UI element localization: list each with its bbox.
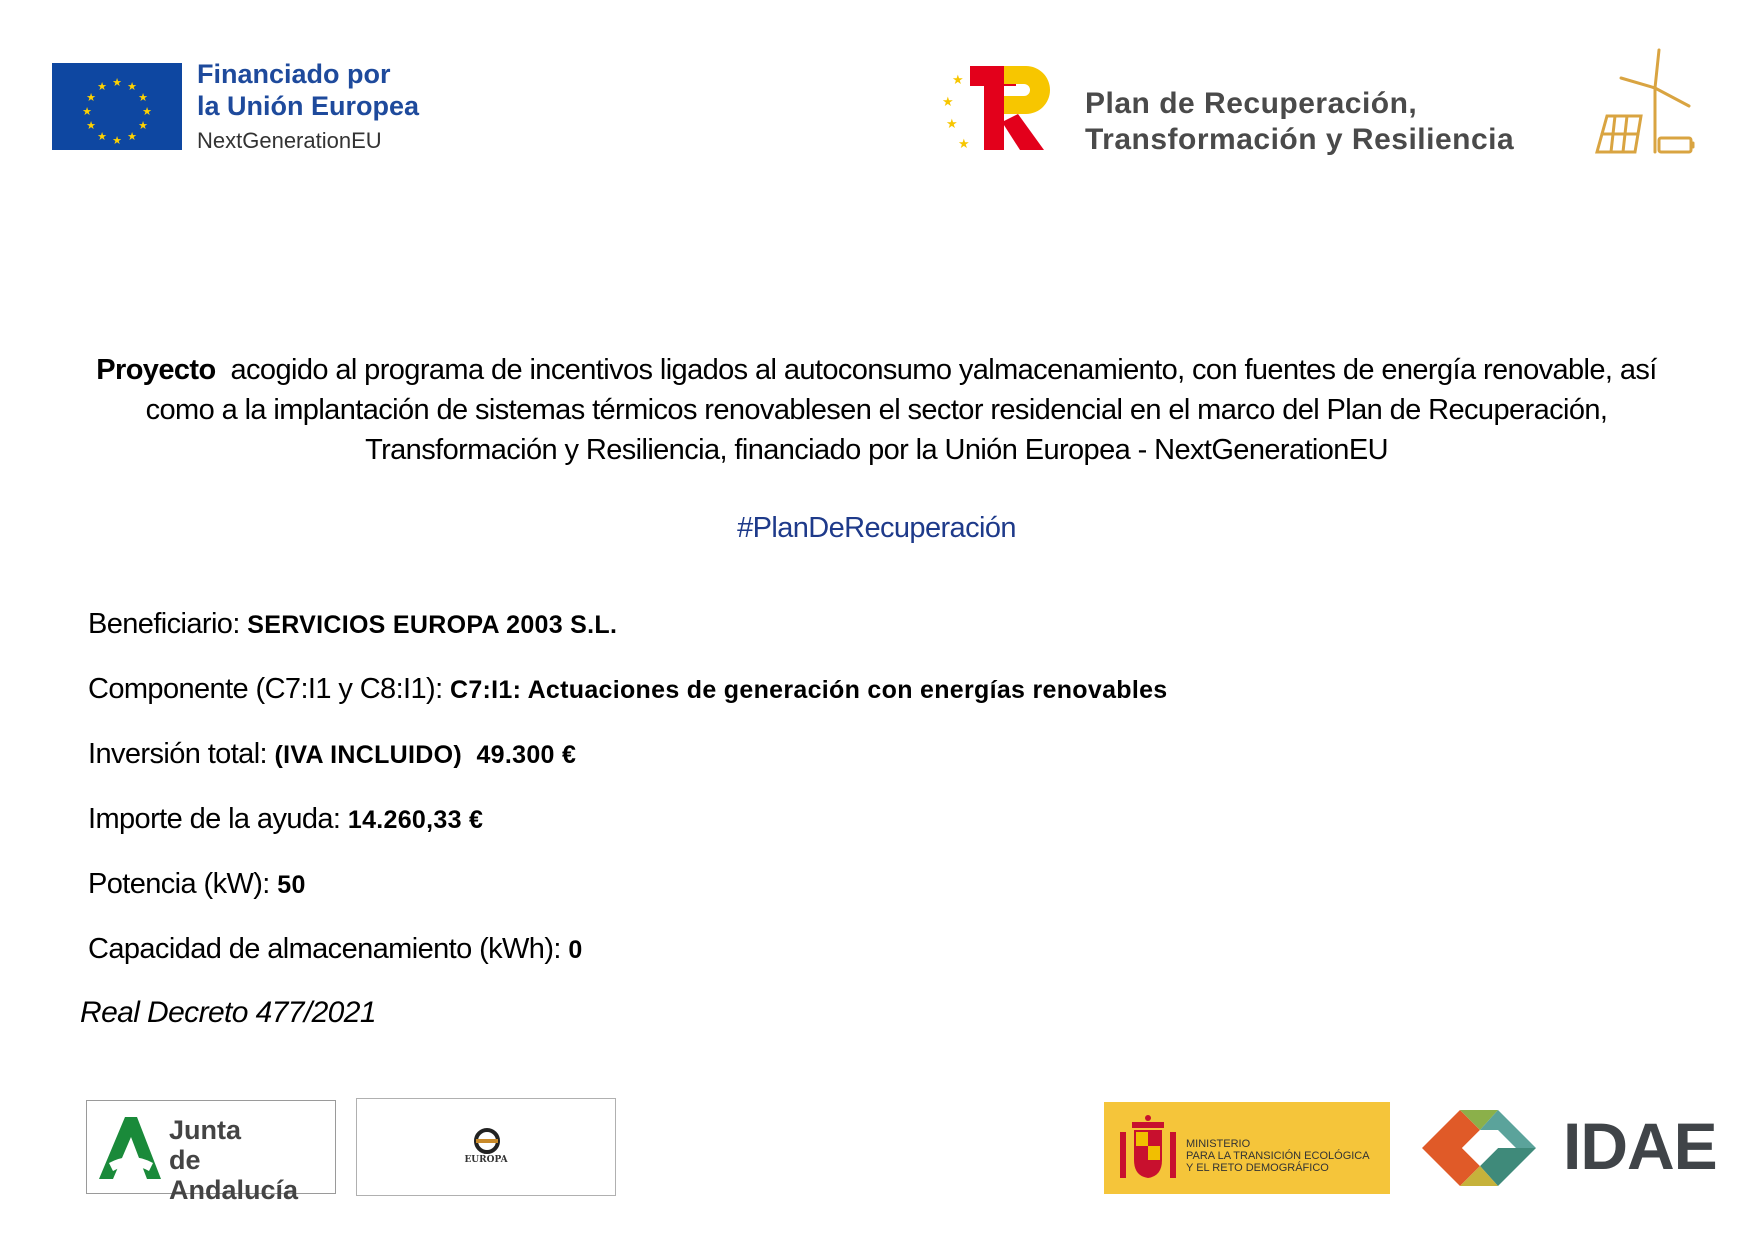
svg-text:★: ★ [86,91,96,104]
renewable-energy-icon [1585,48,1697,160]
spain-coat-of-arms-icon [1116,1114,1180,1184]
junta-line-2: de Andalucía [169,1145,299,1205]
svg-text:★: ★ [952,73,964,88]
real-decreto: Real Decreto 477/2021 [80,996,376,1029]
prtr-logo [940,60,1060,156]
svg-text:★: ★ [82,105,92,118]
svg-text:★: ★ [86,119,96,132]
ministerio-line-3: Y EL RETO DEMOGRÁFICO [1186,1162,1329,1174]
eu-flag-logo [52,63,182,150]
field-value: 50 [277,871,306,899]
field-value: 0 [568,936,583,964]
svg-text:★: ★ [97,130,107,143]
intro-lead: Proyecto [96,354,216,386]
junta-text [169,1115,335,1205]
svg-text:★: ★ [942,95,954,110]
field-importe [88,803,483,836]
eu-line-3: NextGenerationEU [197,128,382,153]
svg-text:★: ★ [112,134,122,147]
svg-text:★: ★ [127,130,137,143]
junta-a-icon [95,1115,165,1181]
field-label: Capacidad de almacenamiento (kWh): [88,933,561,965]
svg-text:★: ★ [97,80,107,93]
field-label: Potencia (kW): [88,868,270,900]
field-potencia [88,868,306,901]
field-value: 14.260,33 € [347,806,484,834]
svg-text:★: ★ [142,105,152,118]
field-value: C7:I1: Actuaciones de generación con energías renovables [450,676,1168,704]
ministerio-logo [1104,1102,1390,1194]
field-value: (IVA INCLUIDO) 49.300 € [274,741,577,769]
field-label: Inversión total: [88,738,267,770]
field-label: Beneficiario: [88,608,240,640]
eu-stars-icon [52,63,182,150]
svg-text:★: ★ [138,119,148,132]
field-value: SERVICIOS EUROPA 2003 S.L. [247,611,618,639]
svg-text:★: ★ [946,117,958,132]
eu-line-2: la Unión Europea [197,91,420,121]
eu-funding-text [197,58,419,158]
junta-andalucia-logo [86,1100,336,1205]
prtr-title [1085,86,1514,158]
svg-text:★: ★ [958,137,970,152]
project-description [80,350,1673,470]
field-capacidad [88,933,583,966]
idae-emblem-icon [1410,1098,1550,1203]
prtr-line-1: Plan de Recuperación, [1085,87,1418,120]
field-label: Importe de la ayuda: [88,803,341,835]
europa-label: EUROPA [464,1155,508,1165]
idae-wordmark: IDAE [1563,1109,1717,1183]
svg-text:★: ★ [138,91,148,104]
field-beneficiario [88,608,617,641]
europa-company-logo [356,1098,616,1196]
svg-text:★: ★ [112,76,122,89]
ministerio-text [1186,1138,1370,1174]
ministerio-line-2: PARA LA TRANSICIÓN ECOLÓGICA [1186,1150,1370,1162]
ministerio-line-1: MINISTERIO [1186,1138,1251,1150]
field-label: Componente (C7:I1 y C8:I1): [88,673,443,705]
hashtag: #PlanDeRecuperación [737,512,1016,544]
eu-line-1: Financiado por [197,59,391,89]
prtr-line-2: Transformación y Resiliencia [1085,123,1515,156]
europa-emblem-icon [473,1127,501,1155]
svg-text:★: ★ [127,80,137,93]
intro-text: acogido al programa de incentivos ligados al autoconsumo yalmacenamiento, con fuentes de energía renovable, así como a la implantación de sistemas térmicos renovablesen el sector residencial en el marco del Plan de Recuperación, Transformación y Resiliencia, financiado por la Unión Europea - NextGenerationEU [145,354,1657,466]
junta-line-1: Junta [169,1115,242,1145]
field-inversion [88,738,576,771]
field-componente [88,673,1168,706]
